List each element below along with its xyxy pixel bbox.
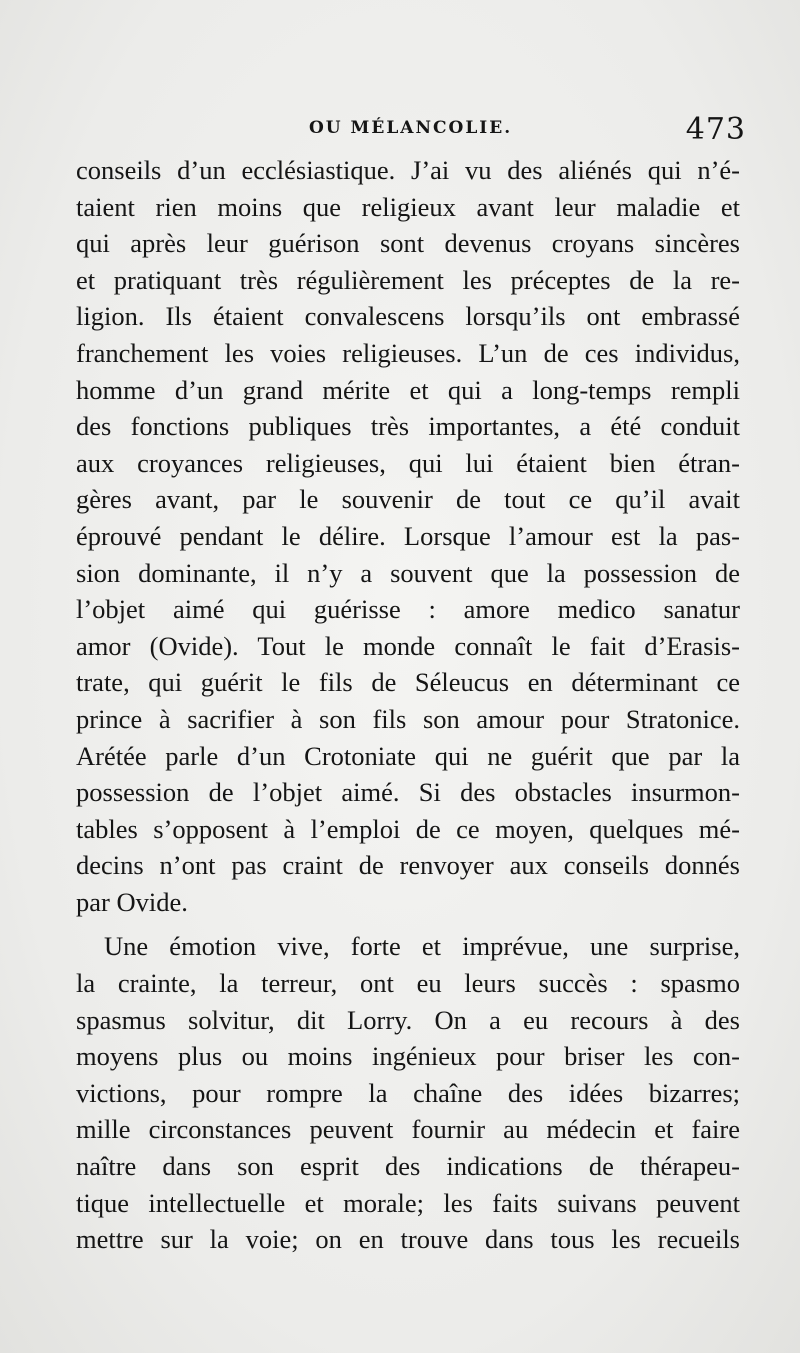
text-line: possession de l’objet aimé. Si des obstacles insurmon- [76, 777, 740, 808]
text-line: par Ovide. [76, 886, 188, 917]
text-line: des fonctions publiques très importantes, a été conduit [76, 411, 740, 442]
text-line: victions, pour rompre la chaîne des idées bizarres; [76, 1077, 740, 1108]
running-head: OU MÉLANCOLIE. [309, 118, 513, 138]
paragraph-gap [76, 920, 740, 928]
text-line: aux croyances religieuses, qui lui étaient bien étran- [76, 447, 740, 478]
text-line: éprouvé pendant le délire. Lorsque l’amour est la pas- [76, 520, 740, 551]
text-line: prince à sacrifier à son fils son amour pour Stratonice. [76, 703, 740, 734]
text-line: franchement les voies religieuses. L’un de ces individus, [76, 337, 740, 368]
text-line: moyens plus ou moins ingénieux pour briser les con- [76, 1041, 740, 1072]
text-line: l’objet aimé qui guérisse : amore medico sanatur [76, 594, 740, 625]
text-line: Arétée parle d’un Crotoniate qui ne guérit que par la [76, 740, 740, 771]
text-line: trate, qui guérit le fils de Séleucus en déterminant ce [76, 667, 740, 698]
page-header [76, 112, 746, 152]
text-line: qui après leur guérison sont devenus croyans sincères [76, 228, 740, 259]
text-line: et pratiquant très régulièrement les préceptes de la re- [76, 264, 740, 295]
page-number: 473 [685, 112, 746, 147]
text-line: la crainte, la terreur, ont eu leurs succès : spasmo [76, 968, 740, 999]
text-line: mille circonstances peuvent fournir au médecin et faire [76, 1114, 740, 1145]
text-line: ligion. Ils étaient convalescens lorsqu’ils ont embrassé [76, 301, 740, 332]
text-line: tique intellectuelle et morale; les faits suivans peuvent [76, 1187, 740, 1218]
text-line: mettre sur la voie; on en trouve dans tous les recueils [76, 1224, 740, 1255]
text-line: spasmus solvitur, dit Lorry. On a eu recours à des [76, 1004, 740, 1035]
text-line: Une émotion vive, forte et imprévue, une surprise, [104, 931, 740, 962]
paragraph-2 [76, 928, 740, 1257]
text-line: gères avant, par le souvenir de tout ce qu’il avait [76, 484, 740, 515]
text-line: homme d’un grand mérite et qui a long-temps rempli [76, 374, 740, 405]
text-line: sion dominante, il n’y a souvent que la possession de [76, 557, 740, 588]
text-line: tables s’opposent à l’emploi de ce moyen, quelques mé- [76, 813, 740, 844]
text-line: amor (Ovide). Tout le monde connaît le fait d’Erasis- [76, 630, 740, 661]
text-line: taient rien moins que religieux avant leur maladie et [76, 191, 740, 222]
text-line: decins n’ont pas craint de renvoyer aux conseils donnés [76, 850, 740, 881]
body-text [76, 152, 740, 1258]
text-line: naître dans son esprit des indications de thérapeu- [76, 1151, 740, 1182]
paragraph-1 [76, 152, 740, 920]
text-line: conseils d’un ecclésiastique. J’ai vu des aliénés qui n’é- [76, 155, 740, 185]
